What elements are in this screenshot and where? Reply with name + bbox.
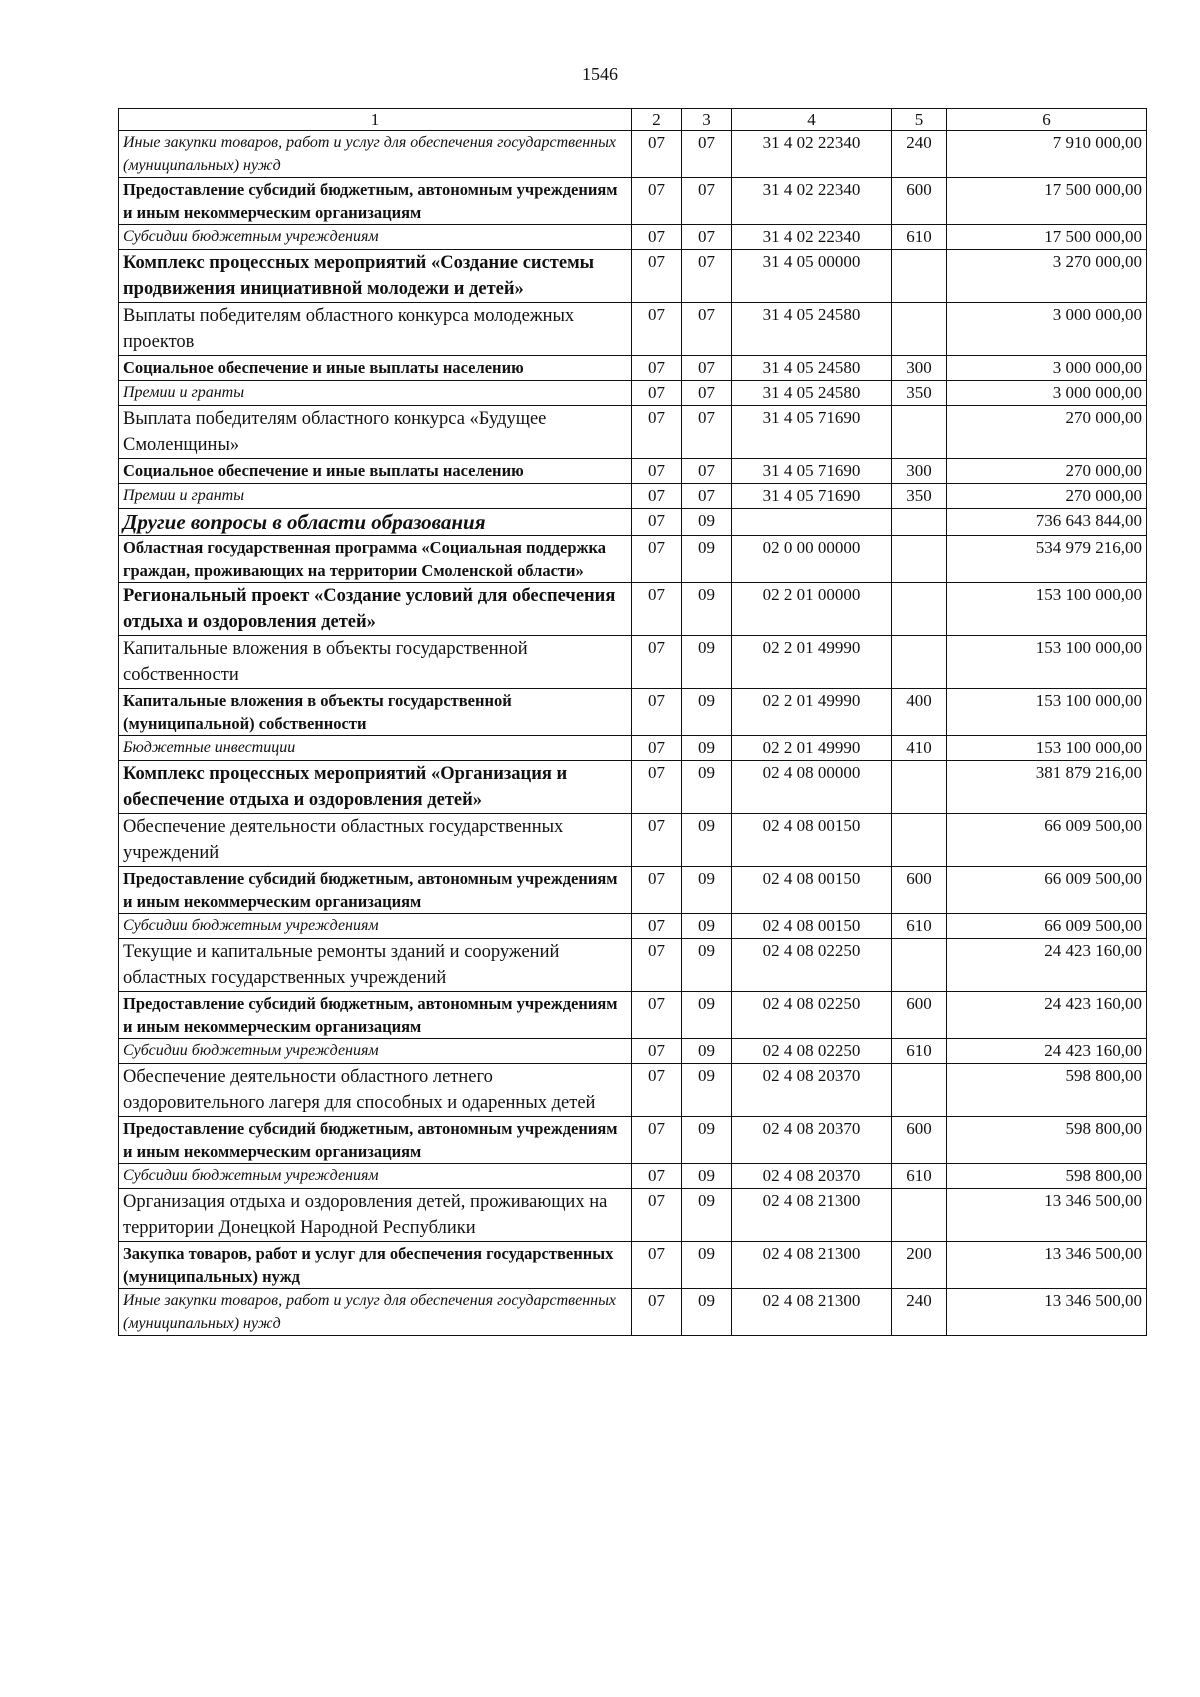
row-name-cell: Бюджетные инвестиции — [119, 736, 632, 761]
section-code-cell: 07 — [632, 761, 682, 814]
expense-type-cell: 400 — [892, 689, 947, 736]
row-name-cell: Социальное обеспечение и иные выплаты населению — [119, 356, 632, 381]
expense-type-cell — [892, 939, 947, 992]
amount-cell: 24 423 160,00 — [947, 939, 1147, 992]
section-code-cell: 07 — [632, 381, 682, 406]
section-code-cell: 07 — [632, 1242, 682, 1289]
amount-cell: 66 009 500,00 — [947, 914, 1147, 939]
section-code-cell: 07 — [632, 303, 682, 356]
row-name-cell: Капитальные вложения в объекты государственной собственности — [119, 636, 632, 689]
row-name-cell: Субсидии бюджетным учреждениям — [119, 1039, 632, 1064]
amount-cell: 270 000,00 — [947, 484, 1147, 509]
subsection-code-cell: 09 — [682, 1039, 732, 1064]
expense-type-cell: 410 — [892, 736, 947, 761]
expense-type-cell: 350 — [892, 484, 947, 509]
section-code-cell: 07 — [632, 536, 682, 583]
subsection-code-cell: 09 — [682, 761, 732, 814]
row-name-cell: Обеспечение деятельности областных государственных учреждений — [119, 814, 632, 867]
amount-cell: 153 100 000,00 — [947, 736, 1147, 761]
expense-type-cell — [892, 761, 947, 814]
subsection-code-cell: 09 — [682, 536, 732, 583]
section-code-cell: 07 — [632, 225, 682, 250]
row-name-cell: Субсидии бюджетным учреждениям — [119, 1164, 632, 1189]
target-article-cell: 02 4 08 20370 — [732, 1117, 892, 1164]
expense-type-cell: 200 — [892, 1242, 947, 1289]
table-row — [119, 814, 1147, 867]
table-row — [119, 303, 1147, 356]
section-code-cell: 07 — [632, 1164, 682, 1189]
section-code-cell: 07 — [632, 583, 682, 636]
section-code-cell: 07 — [632, 484, 682, 509]
section-code-cell: 07 — [632, 356, 682, 381]
section-code-cell: 07 — [632, 131, 682, 178]
table-row — [119, 250, 1147, 303]
target-article-cell: 02 4 08 21300 — [732, 1242, 892, 1289]
budget-table — [118, 108, 1147, 1336]
expense-type-cell: 240 — [892, 1289, 947, 1336]
subsection-code-cell: 07 — [682, 178, 732, 225]
expense-type-cell — [892, 536, 947, 583]
section-code-cell: 07 — [632, 636, 682, 689]
row-name-cell: Предоставление субсидий бюджетным, автономным учреждениям и иным некоммерческим организациям — [119, 178, 632, 225]
subsection-code-cell: 09 — [682, 509, 732, 536]
column-header: 2 — [632, 109, 682, 131]
expense-type-cell — [892, 406, 947, 459]
subsection-code-cell: 07 — [682, 250, 732, 303]
section-code-cell: 07 — [632, 867, 682, 914]
table-row — [119, 225, 1147, 250]
table-row — [119, 1189, 1147, 1242]
table-row — [119, 131, 1147, 178]
target-article-cell: 31 4 02 22340 — [732, 225, 892, 250]
amount-cell: 7 910 000,00 — [947, 131, 1147, 178]
amount-cell: 153 100 000,00 — [947, 583, 1147, 636]
column-header: 4 — [732, 109, 892, 131]
table-row — [119, 939, 1147, 992]
subsection-code-cell: 09 — [682, 914, 732, 939]
section-code-cell: 07 — [632, 914, 682, 939]
target-article-cell: 02 4 08 00000 — [732, 761, 892, 814]
section-code-cell: 07 — [632, 689, 682, 736]
row-name-cell: Иные закупки товаров, работ и услуг для обеспечения государственных (муниципальных) нужд — [119, 131, 632, 178]
row-name-cell: Предоставление субсидий бюджетным, автономным учреждениям и иным некоммерческим организациям — [119, 867, 632, 914]
column-header: 1 — [119, 109, 632, 131]
section-code-cell: 07 — [632, 250, 682, 303]
column-header: 6 — [947, 109, 1147, 131]
amount-cell: 270 000,00 — [947, 406, 1147, 459]
target-article-cell: 02 2 01 49990 — [732, 736, 892, 761]
expense-type-cell — [892, 303, 947, 356]
section-code-cell: 07 — [632, 1117, 682, 1164]
target-article-cell: 31 4 05 71690 — [732, 459, 892, 484]
target-article-cell: 31 4 05 24580 — [732, 303, 892, 356]
expense-type-cell: 600 — [892, 178, 947, 225]
expense-type-cell — [892, 509, 947, 536]
expense-type-cell: 240 — [892, 131, 947, 178]
expense-type-cell: 610 — [892, 1039, 947, 1064]
target-article-cell: 02 2 01 49990 — [732, 636, 892, 689]
subsection-code-cell: 07 — [682, 356, 732, 381]
table-header-row — [119, 109, 1147, 131]
row-name-cell: Другие вопросы в области образования — [119, 509, 632, 536]
expense-type-cell: 610 — [892, 1164, 947, 1189]
target-article-cell: 02 2 01 49990 — [732, 689, 892, 736]
amount-cell: 3 000 000,00 — [947, 303, 1147, 356]
section-code-cell: 07 — [632, 459, 682, 484]
section-code-cell: 07 — [632, 736, 682, 761]
target-article-cell: 02 4 08 00150 — [732, 867, 892, 914]
table-row — [119, 583, 1147, 636]
subsection-code-cell: 09 — [682, 636, 732, 689]
table-row — [119, 867, 1147, 914]
row-name-cell: Областная государственная программа «Социальная поддержка граждан, проживающих на территории Смоленской области» — [119, 536, 632, 583]
section-code-cell: 07 — [632, 178, 682, 225]
section-code-cell: 07 — [632, 992, 682, 1039]
table-row — [119, 406, 1147, 459]
row-name-cell: Предоставление субсидий бюджетным, автономным учреждениям и иным некоммерческим организациям — [119, 1117, 632, 1164]
amount-cell: 3 270 000,00 — [947, 250, 1147, 303]
amount-cell: 24 423 160,00 — [947, 1039, 1147, 1064]
section-code-cell: 07 — [632, 939, 682, 992]
table-row — [119, 914, 1147, 939]
section-code-cell: 07 — [632, 1064, 682, 1117]
section-code-cell: 07 — [632, 406, 682, 459]
amount-cell: 13 346 500,00 — [947, 1242, 1147, 1289]
table-row — [119, 1064, 1147, 1117]
table-row — [119, 536, 1147, 583]
table-row — [119, 381, 1147, 406]
subsection-code-cell: 07 — [682, 131, 732, 178]
row-name-cell: Выплаты победителям областного конкурса молодежных проектов — [119, 303, 632, 356]
amount-cell: 598 800,00 — [947, 1064, 1147, 1117]
table-row — [119, 356, 1147, 381]
table-row — [119, 992, 1147, 1039]
subsection-code-cell: 09 — [682, 1289, 732, 1336]
subsection-code-cell: 09 — [682, 1189, 732, 1242]
subsection-code-cell: 09 — [682, 814, 732, 867]
row-name-cell: Региональный проект «Создание условий для обеспечения отдыха и оздоровления детей» — [119, 583, 632, 636]
target-article-cell: 02 4 08 21300 — [732, 1289, 892, 1336]
expense-type-cell — [892, 814, 947, 867]
subsection-code-cell: 09 — [682, 689, 732, 736]
row-name-cell: Предоставление субсидий бюджетным, автономным учреждениям и иным некоммерческим организациям — [119, 992, 632, 1039]
amount-cell: 3 000 000,00 — [947, 381, 1147, 406]
target-article-cell: 02 4 08 20370 — [732, 1064, 892, 1117]
target-article-cell: 31 4 02 22340 — [732, 178, 892, 225]
expense-type-cell: 600 — [892, 867, 947, 914]
amount-cell: 24 423 160,00 — [947, 992, 1147, 1039]
target-article-cell — [732, 509, 892, 536]
row-name-cell: Организация отдыха и оздоровления детей, проживающих на территории Донецкой Народной Республики — [119, 1189, 632, 1242]
table-row — [119, 636, 1147, 689]
subsection-code-cell: 09 — [682, 939, 732, 992]
section-code-cell: 07 — [632, 814, 682, 867]
subsection-code-cell: 09 — [682, 1064, 732, 1117]
page-number: 1546 — [582, 64, 618, 84]
row-name-cell: Выплата победителям областного конкурса «Будущее Смоленщины» — [119, 406, 632, 459]
table-row — [119, 1117, 1147, 1164]
expense-type-cell — [892, 1189, 947, 1242]
target-article-cell: 31 4 05 71690 — [732, 406, 892, 459]
amount-cell: 736 643 844,00 — [947, 509, 1147, 536]
expense-type-cell — [892, 636, 947, 689]
row-name-cell: Обеспечение деятельности областного летнего оздоровительного лагеря для способных и одаренных детей — [119, 1064, 632, 1117]
target-article-cell: 31 4 05 24580 — [732, 381, 892, 406]
row-name-cell: Текущие и капитальные ремонты зданий и сооружений областных государственных учреждений — [119, 939, 632, 992]
subsection-code-cell: 09 — [682, 736, 732, 761]
amount-cell: 153 100 000,00 — [947, 636, 1147, 689]
row-name-cell: Комплекс процессных мероприятий «Организация и обеспечение отдыха и оздоровления детей» — [119, 761, 632, 814]
table-row — [119, 736, 1147, 761]
subsection-code-cell: 09 — [682, 1242, 732, 1289]
row-name-cell: Иные закупки товаров, работ и услуг для обеспечения государственных (муниципальных) нужд — [119, 1289, 632, 1336]
target-article-cell: 02 4 08 00150 — [732, 914, 892, 939]
target-article-cell: 31 4 05 00000 — [732, 250, 892, 303]
subsection-code-cell: 09 — [682, 1164, 732, 1189]
expense-type-cell — [892, 583, 947, 636]
target-article-cell: 02 4 08 21300 — [732, 1189, 892, 1242]
expense-type-cell — [892, 1064, 947, 1117]
row-name-cell: Капитальные вложения в объекты государственной (муниципальной) собственности — [119, 689, 632, 736]
section-code-cell: 07 — [632, 509, 682, 536]
amount-cell: 381 879 216,00 — [947, 761, 1147, 814]
table-row — [119, 484, 1147, 509]
target-article-cell: 02 4 08 02250 — [732, 992, 892, 1039]
expense-type-cell: 300 — [892, 459, 947, 484]
subsection-code-cell: 09 — [682, 583, 732, 636]
subsection-code-cell: 07 — [682, 303, 732, 356]
subsection-code-cell: 07 — [682, 406, 732, 459]
table-row — [119, 1289, 1147, 1336]
table-row — [119, 459, 1147, 484]
table-row — [119, 689, 1147, 736]
target-article-cell: 02 4 08 00150 — [732, 814, 892, 867]
target-article-cell: 02 4 08 20370 — [732, 1164, 892, 1189]
row-name-cell: Премии и гранты — [119, 381, 632, 406]
column-header: 5 — [892, 109, 947, 131]
row-name-cell: Комплекс процессных мероприятий «Создание системы продвижения инициативной молодежи и детей» — [119, 250, 632, 303]
target-article-cell: 02 2 01 00000 — [732, 583, 892, 636]
target-article-cell: 02 4 08 02250 — [732, 1039, 892, 1064]
row-name-cell: Субсидии бюджетным учреждениям — [119, 225, 632, 250]
table-row — [119, 1164, 1147, 1189]
subsection-code-cell: 07 — [682, 381, 732, 406]
amount-cell: 3 000 000,00 — [947, 356, 1147, 381]
table-row — [119, 1242, 1147, 1289]
amount-cell: 534 979 216,00 — [947, 536, 1147, 583]
expense-type-cell — [892, 250, 947, 303]
amount-cell: 153 100 000,00 — [947, 689, 1147, 736]
subsection-code-cell: 07 — [682, 484, 732, 509]
subsection-code-cell: 09 — [682, 1117, 732, 1164]
subsection-code-cell: 07 — [682, 459, 732, 484]
amount-cell: 598 800,00 — [947, 1164, 1147, 1189]
subsection-code-cell: 09 — [682, 992, 732, 1039]
subsection-code-cell: 07 — [682, 225, 732, 250]
row-name-cell: Социальное обеспечение и иные выплаты населению — [119, 459, 632, 484]
amount-cell: 13 346 500,00 — [947, 1289, 1147, 1336]
target-article-cell: 31 4 02 22340 — [732, 131, 892, 178]
section-code-cell: 07 — [632, 1189, 682, 1242]
target-article-cell: 02 4 08 02250 — [732, 939, 892, 992]
subsection-code-cell: 09 — [682, 867, 732, 914]
section-code-cell: 07 — [632, 1289, 682, 1336]
expense-type-cell: 600 — [892, 1117, 947, 1164]
expense-type-cell: 600 — [892, 992, 947, 1039]
expense-type-cell: 350 — [892, 381, 947, 406]
expense-type-cell: 300 — [892, 356, 947, 381]
table-row — [119, 509, 1147, 536]
table-row — [119, 178, 1147, 225]
row-name-cell: Премии и гранты — [119, 484, 632, 509]
table-row — [119, 761, 1147, 814]
table-row — [119, 1039, 1147, 1064]
amount-cell: 66 009 500,00 — [947, 867, 1147, 914]
column-header: 3 — [682, 109, 732, 131]
target-article-cell: 31 4 05 71690 — [732, 484, 892, 509]
target-article-cell: 02 0 00 00000 — [732, 536, 892, 583]
amount-cell: 270 000,00 — [947, 459, 1147, 484]
row-name-cell: Субсидии бюджетным учреждениям — [119, 914, 632, 939]
amount-cell: 17 500 000,00 — [947, 178, 1147, 225]
budget-table-body — [119, 109, 1147, 1336]
amount-cell: 66 009 500,00 — [947, 814, 1147, 867]
amount-cell: 17 500 000,00 — [947, 225, 1147, 250]
expense-type-cell: 610 — [892, 225, 947, 250]
expense-type-cell: 610 — [892, 914, 947, 939]
target-article-cell: 31 4 05 24580 — [732, 356, 892, 381]
section-code-cell: 07 — [632, 1039, 682, 1064]
row-name-cell: Закупка товаров, работ и услуг для обеспечения государственных (муниципальных) нужд — [119, 1242, 632, 1289]
amount-cell: 598 800,00 — [947, 1117, 1147, 1164]
amount-cell: 13 346 500,00 — [947, 1189, 1147, 1242]
